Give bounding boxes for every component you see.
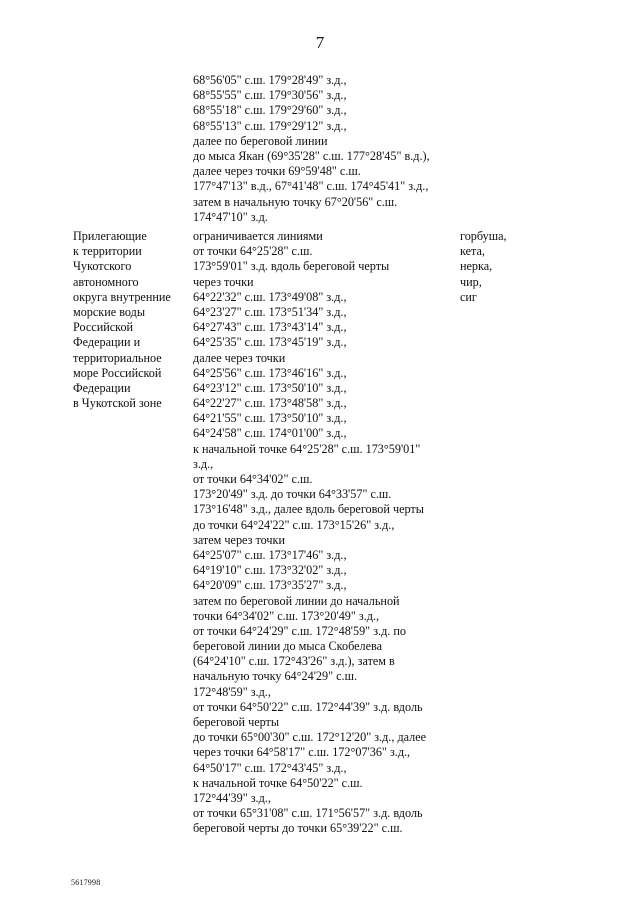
text-line: нерка, <box>460 259 493 274</box>
text-line: 64°23'27" с.ш. 173°51'34" з.д., <box>193 304 347 319</box>
text-line: Российской <box>73 320 134 335</box>
text-line: чир, <box>460 274 482 289</box>
text-line: 68°56'05" с.ш. 179°28'49" з.д., <box>193 73 347 87</box>
text-line: затем через точки <box>193 532 285 547</box>
text-line: к территории <box>73 244 142 259</box>
text-line: (64°24'10" с.ш. 172°43'26" з.д.), затем в <box>193 654 395 669</box>
text-line: затем в начальную точку 67°20'56" с.ш. <box>193 194 398 209</box>
text-line: 64°27'43" с.ш. 173°43'14" з.д., <box>193 320 347 335</box>
text-line: далее через точки 69°59'48" с.ш. <box>193 164 361 179</box>
text-line: в Чукотской зоне <box>73 396 162 411</box>
text-line: далее через точки <box>193 350 286 365</box>
text-line: 64°25'07" с.ш. 173°17'46" з.д., <box>193 547 347 562</box>
coordinates-continuation-block <box>193 73 473 225</box>
text-line: от точки 64°34'02" с.ш. <box>193 472 313 486</box>
text-line: Чукотского <box>73 259 132 274</box>
text-line: 64°20'09" с.ш. 173°35'27" з.д., <box>193 578 347 593</box>
zone-boundary-column <box>193 229 455 837</box>
text-line: Федерации <box>73 380 131 395</box>
text-line: 68°55'18" с.ш. 179°29'60" з.д., <box>193 103 347 118</box>
text-line: 173°16'48" з.д., далее вдоль береговой черты <box>193 502 424 517</box>
text-line: 64°25'56" с.ш. 173°46'16" з.д., <box>193 365 347 380</box>
text-line: до точки 65°00'30" с.ш. 172°12'20" з.д., далее <box>193 730 427 745</box>
document-code: 5617998 <box>71 878 101 887</box>
text-line: к начальной точке 64°25'28" с.ш. 173°59'01" <box>193 441 421 456</box>
zone-name-column <box>73 229 191 411</box>
text-line: ограничивается линиями <box>193 229 323 243</box>
text-line: округа внутренние <box>73 289 171 304</box>
text-line: горбуша, <box>460 229 507 243</box>
text-line: 174°47'10" з.д. <box>193 209 268 224</box>
text-line: Федерации и <box>73 335 141 350</box>
text-line: з.д., <box>193 456 214 471</box>
text-line: кета, <box>460 244 485 259</box>
text-line: к начальной точке 64°50'22" с.ш. <box>193 775 363 790</box>
text-line: затем по береговой линии до начальной <box>193 593 400 608</box>
text-line: от точки 65°31'08" с.ш. 171°56'57" з.д. вдоль <box>193 806 423 821</box>
text-line: 64°22'32" с.ш. 173°49'08" з.д., <box>193 289 347 304</box>
text-line: автономного <box>73 274 139 289</box>
text-line: 64°22'27" с.ш. 173°48'58" з.д., <box>193 396 347 411</box>
text-line: береговой черты до точки 65°39'22" с.ш. <box>193 821 403 836</box>
text-line: до мыса Якан (69°35'28" с.ш. 177°28'45" в.д.), <box>193 148 430 163</box>
text-line: 64°25'35" с.ш. 173°45'19" з.д., <box>193 335 347 350</box>
text-line: начальную точку 64°24'29" с.ш. <box>193 669 358 684</box>
fish-species-column <box>460 229 530 305</box>
text-line: 68°55'13" с.ш. 179°29'12" з.д., <box>193 118 347 133</box>
text-line: от точки 64°50'22" с.ш. 172°44'39" з.д. вдоль <box>193 699 423 714</box>
text-line: 172°48'59" з.д., <box>193 684 271 699</box>
text-line: 64°50'17" с.ш. 172°43'45" з.д., <box>193 760 347 775</box>
text-line: далее по береговой линии <box>193 133 328 148</box>
text-line: территориальное <box>73 350 162 365</box>
text-line: точки 64°34'02" с.ш. 173°20'49" з.д., <box>193 608 380 623</box>
text-line: 177°47'13" в.д., 67°41'48" с.ш. 174°45'41" з.д., <box>193 179 429 194</box>
text-line: 64°19'10" с.ш. 173°32'02" з.д., <box>193 563 347 578</box>
text-line: береговой черты <box>193 715 280 729</box>
text-line: 173°20'49" з.д. до точки 64°33'57" с.ш. <box>193 487 392 502</box>
text-line: 68°55'55" с.ш. 179°30'56" з.д., <box>193 88 347 103</box>
text-line: 64°21'55" с.ш. 173°50'10" з.д., <box>193 411 347 426</box>
text-line: от точки 64°24'29" с.ш. 172°48'59" з.д. по <box>193 623 406 638</box>
text-line: через точки 64°58'17" с.ш. 172°07'36" з.д., <box>193 745 411 760</box>
text-line: сиг <box>460 289 477 304</box>
text-line: морские воды <box>73 304 146 319</box>
text-line: 173°59'01" з.д. вдоль береговой черты <box>193 259 390 274</box>
page-number: 7 <box>315 33 325 52</box>
text-line: море Российской <box>73 365 162 380</box>
text-line: от точки 64°25'28" с.ш. <box>193 244 313 259</box>
text-line: 172°44'39" з.д., <box>193 790 271 805</box>
text-line: 64°23'12" с.ш. 173°50'10" з.д., <box>193 380 347 395</box>
text-line: через точки <box>193 274 254 289</box>
text-line: до точки 64°24'22" с.ш. 173°15'26" з.д., <box>193 517 395 532</box>
text-line: Прилегающие <box>73 229 147 243</box>
text-line: 64°24'58" с.ш. 174°01'00" з.д., <box>193 426 347 441</box>
text-line: береговой линии до мыса Скобелева <box>193 639 383 654</box>
